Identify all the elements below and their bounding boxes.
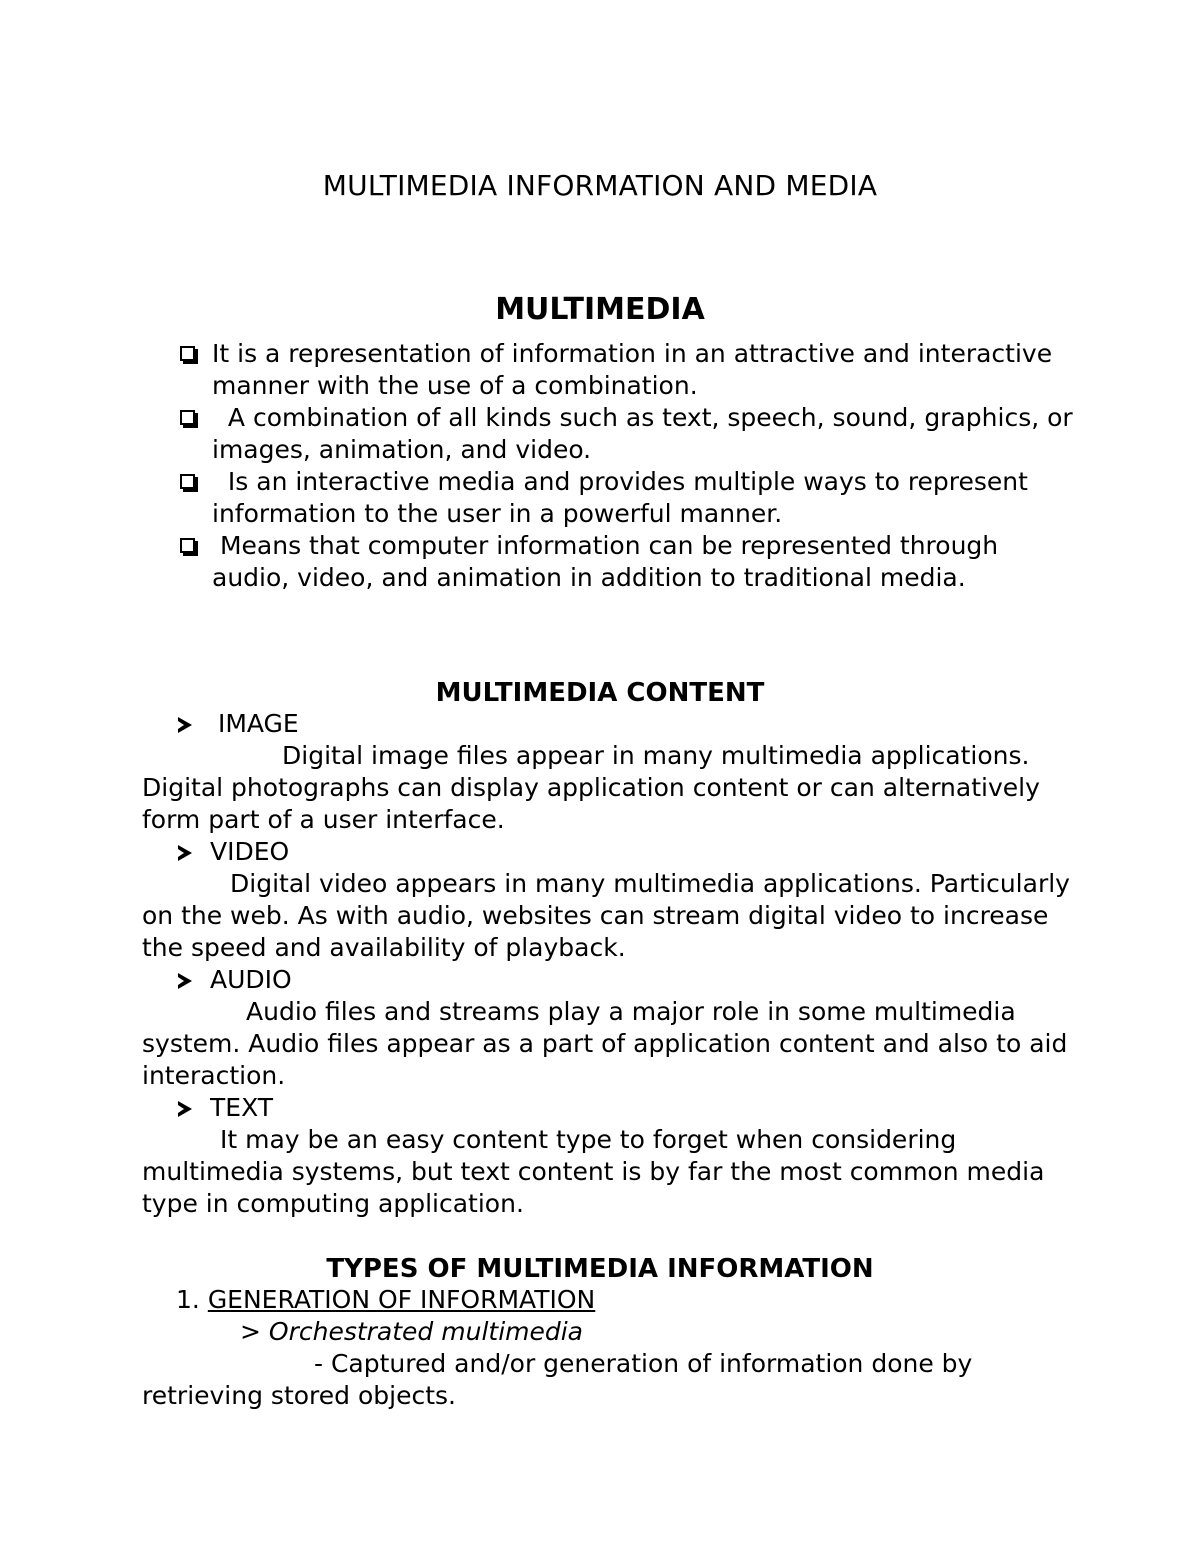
checkbox-bullet-icon <box>180 538 195 553</box>
content-item-label: TEXT <box>210 1093 274 1122</box>
numbered-item <box>142 1284 1072 1316</box>
arrow-bullet-icon <box>178 717 192 733</box>
sub-item-description: - Captured and/or generation of information done by retrieving stored objects. <box>142 1349 973 1410</box>
bullet-text: Means that computer information can be represented through audio, video, and animation in addition to traditional media. <box>212 531 1007 592</box>
content-item-label-text <box>142 1092 1072 1124</box>
checkbox-bullet-icon <box>180 346 195 361</box>
bullet-item <box>178 402 1081 466</box>
content-item-label: IMAGE <box>210 709 299 738</box>
bullet-item <box>178 466 1078 530</box>
bullet-text: Is an interactive media and provides multiple ways to represent information to the user in a powerful manner. <box>212 467 1036 528</box>
bullet-item <box>178 530 1078 594</box>
section-heading-multimedia-content: MULTIMEDIA CONTENT <box>435 678 765 708</box>
content-item-description: Audio files and streams play a major role in some multimedia system. Audio files appear as a part of application content and also to aid interaction. <box>142 997 1068 1090</box>
checkbox-bullet-icon <box>180 474 195 489</box>
section-heading-multimedia: MULTIMEDIA <box>495 292 705 327</box>
content-item-label: VIDEO <box>210 837 290 866</box>
checkbox-bullet-icon <box>180 410 195 425</box>
content-item-label-audio <box>142 964 1072 996</box>
content-item-description: It may be an easy content type to forget when considering multimedia systems, but text content is by far the most common media type in computing application. <box>142 1125 1045 1218</box>
arrow-bullet-icon <box>178 1101 192 1117</box>
content-item-description: Digital video appears in many multimedia applications. Particularly on the web. As with audio, websites can stream digital video to increase the speed and availability of playback. <box>142 869 1070 962</box>
arrow-bullet-icon <box>178 973 192 989</box>
sub-item-label: > Orchestrated multimedia <box>240 1317 584 1346</box>
multimedia-content-list <box>142 708 1072 1220</box>
arrow-bullet-icon <box>178 845 192 861</box>
document-title: MULTIMEDIA INFORMATION AND MEDIA <box>322 169 878 202</box>
section-heading-types: TYPES OF MULTIMEDIA INFORMATION <box>326 1254 874 1284</box>
multimedia-bullet-list <box>178 338 1081 594</box>
item-label: GENERATION OF INFORMATION <box>207 1285 596 1314</box>
bullet-text: A combination of all kinds such as text, speech, sound, graphics, or images, animation, and video. <box>212 403 1081 464</box>
content-item-description: Digital image files appear in many multimedia applications. Digital photographs can display application content or can alternatively form part of a user interface. <box>142 741 1040 834</box>
types-list <box>142 1284 1072 1412</box>
content-item-label-image <box>142 708 1072 740</box>
item-number: 1. <box>176 1285 200 1314</box>
content-item-label: AUDIO <box>210 965 292 994</box>
content-item-label-video <box>142 836 1072 868</box>
bullet-text: It is a representation of information in an attractive and interactive manner with the use of a combination. <box>212 339 1061 400</box>
bullet-item <box>178 338 1078 402</box>
